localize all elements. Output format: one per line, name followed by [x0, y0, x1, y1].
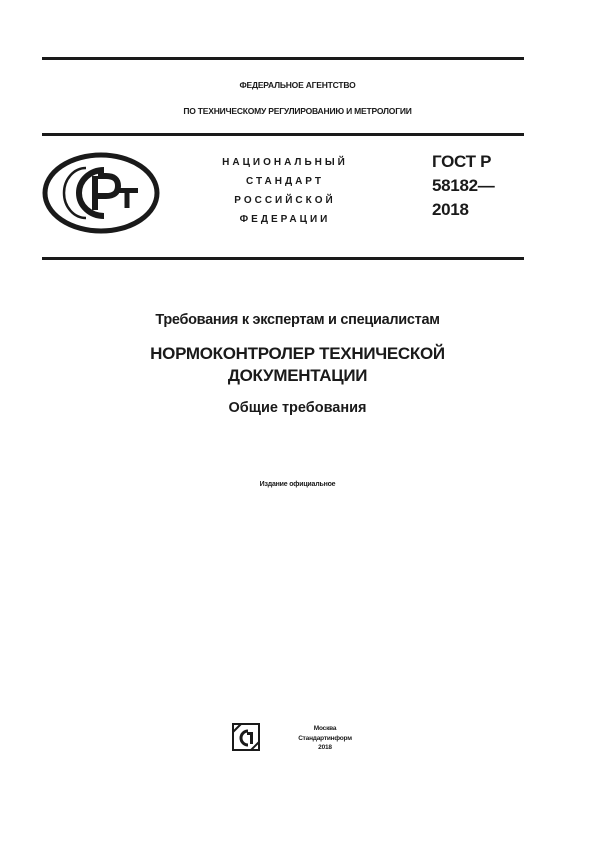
- national-line: ФЕДЕРАЦИИ: [239, 214, 331, 225]
- document-title: [0, 343, 595, 387]
- agency-line-1: ФЕДЕРАЛЬНОЕ АГЕНТСТВО: [239, 80, 356, 90]
- national-line: РОССИЙСКОЙ: [234, 195, 336, 206]
- gost-line: 2018: [432, 200, 469, 219]
- header-top-rule: [42, 133, 524, 136]
- gost-line: 58182—: [432, 176, 495, 195]
- gost-designation: [432, 150, 494, 222]
- title-line: НОРМОКОНТРОЛЕР ТЕХНИЧЕСКОЙ: [150, 344, 445, 363]
- agency-line-2: ПО ТЕХНИЧЕСКОМУ РЕГУЛИРОВАНИЮ И МЕТРОЛОГИИ: [183, 106, 412, 116]
- edition-label: Издание официальное: [259, 481, 336, 488]
- national-standard-label: [200, 153, 370, 229]
- publisher-city: Москва: [313, 725, 337, 732]
- gost-line: ГОСТ Р: [432, 152, 492, 171]
- header-bottom-rule: [42, 257, 524, 260]
- national-line: НАЦИОНАЛЬНЫЙ: [222, 157, 348, 168]
- publisher-year: 2018: [318, 744, 332, 751]
- document-subtitle: Требования к экспертам и специалистам: [155, 312, 440, 328]
- pc-certification-emblem-icon: [42, 152, 160, 234]
- publisher-name: Стандартинформ: [298, 734, 352, 742]
- publisher-info: [275, 724, 375, 753]
- national-line: СТАНДАРТ: [246, 176, 324, 187]
- title-line: ДОКУМЕНТАЦИИ: [227, 366, 368, 385]
- top-rule: [42, 57, 524, 60]
- document-part-title: Общие требования: [228, 400, 367, 416]
- standartinform-logo-icon: [232, 723, 260, 751]
